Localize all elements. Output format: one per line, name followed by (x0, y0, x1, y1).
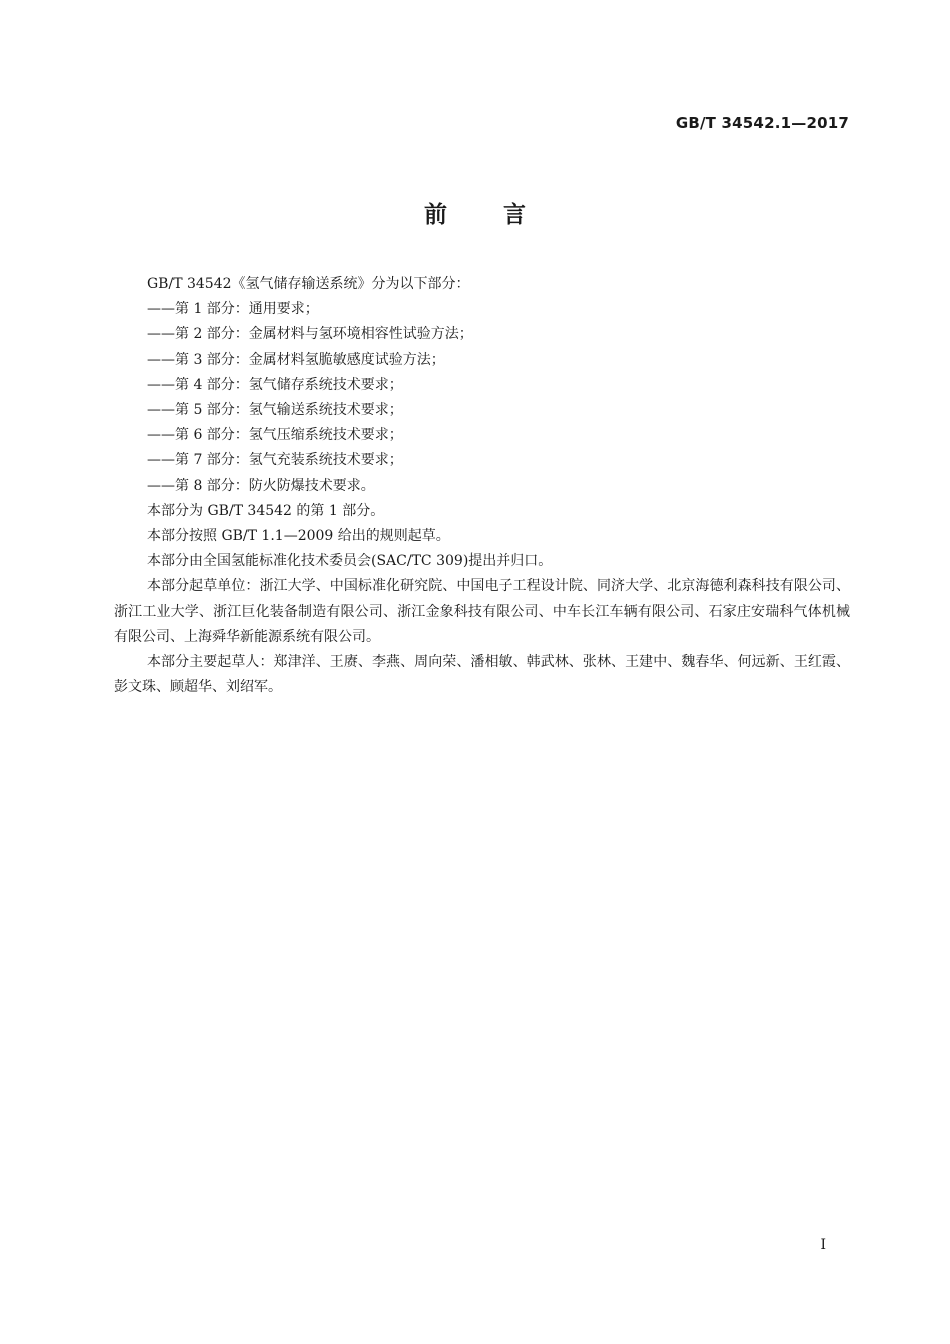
list-item: ——第 6 部分：氢气压缩系统技术要求； (147, 427, 403, 444)
list-item: ——第 1 部分：通用要求； (147, 301, 319, 318)
standard-number: GB/T 34542.1—2017 (675, 114, 849, 132)
intro-paragraph: GB/T 34542《氢气储存输送系统》分为以下部分： (147, 276, 470, 292)
foreword-body (114, 272, 850, 700)
drafting-units-paragraph: 本部分起草单位：浙江大学、中国标准化研究院、中国电子工程设计院、同济大学、北京海德利森科技有限公司、浙江工业大学、浙江巨化装备制造有限公司、浙江金象科技有限公司、中车长江车辆有限公司、石家庄安瑞科气体机械有限公司、上海舜华新能源系统有限公司。 (114, 578, 850, 645)
list-item: ——第 4 部分：氢气储存系统技术要求； (147, 376, 403, 393)
drafters-paragraph: 本部分主要起草人：郑津洋、王赓、李燕、周向荣、潘相敏、韩武林、张林、王建中、魏春华、何远新、王红霞、彭文珠、顾超华、刘绍军。 (114, 654, 850, 696)
list-item: ——第 7 部分：氢气充装系统技术要求； (147, 452, 403, 469)
statement-paragraph: 本部分为 GB/T 34542 的第 1 部分。 (147, 502, 385, 519)
statement-paragraph: 本部分按照 GB/T 1.1—2009 给出的规则起草。 (147, 528, 450, 545)
parts-list (114, 297, 850, 499)
statement-paragraph: 本部分由全国氢能标准化技术委员会(SAC/TC 309)提出并归口。 (147, 553, 553, 570)
page-number: I (820, 1237, 826, 1253)
list-item: ——第 3 部分：金属材料氢脆敏感度试验方法； (147, 351, 445, 368)
list-item: ——第 5 部分：氢气输送系统技术要求； (147, 402, 403, 419)
list-item: ——第 8 部分：防火防爆技术要求。 (147, 477, 375, 494)
list-item: ——第 2 部分：金属材料与氢环境相容性试验方法； (147, 326, 473, 343)
page-title: 前言 (424, 202, 582, 228)
